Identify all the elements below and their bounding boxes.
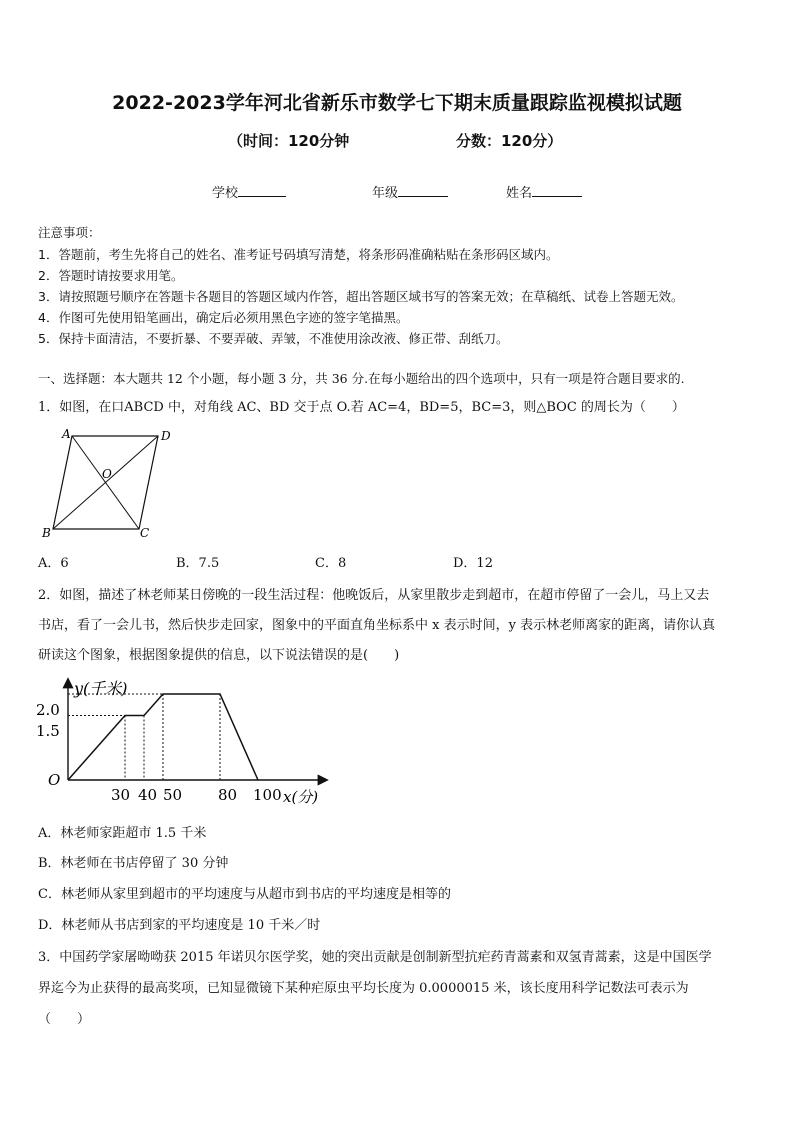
section1-heading: 一、选择题：本大题共 12 个小题，每小题 3 分，共 36 分.在每小题给出的四个选项中，只有一项是符合题目要求的. <box>38 371 685 386</box>
vertex-label-a: A <box>62 427 71 441</box>
page-title: 2022-2023学年河北省新乐市数学七下期末质量跟踪监视模拟试题 <box>112 92 682 114</box>
x-tick-label: 80 <box>218 786 238 804</box>
grade-blank[interactable] <box>398 184 448 197</box>
y-axis-label: y(千米) <box>74 679 128 698</box>
x-tick-label: 100 <box>253 786 282 804</box>
x-tick-label: 50 <box>163 786 183 804</box>
q1-option-a[interactable]: A．6 <box>38 556 69 571</box>
q2-option-c[interactable]: C．林老师从家里到超市的平均速度与从超市到书店的平均速度是相等的 <box>38 887 451 902</box>
q2-option-d[interactable]: D．林老师从书店到家的平均速度是 10 千米／时 <box>38 918 321 933</box>
y-tick-label: 1.5 <box>36 722 60 740</box>
notice-item: 2．答题时请按要求用笔。 <box>38 268 184 283</box>
x-tick-label: 40 <box>138 786 158 804</box>
distance-time-graph <box>36 672 336 812</box>
q1-option-c[interactable]: C．8 <box>315 556 347 571</box>
name-field <box>506 182 582 201</box>
notice-item: 4．作图可先使用铅笔画出，确定后必须用黑色字迹的签字笔描黑。 <box>38 310 409 325</box>
vertex-label-b: B <box>42 526 51 540</box>
q2-stem-line: 2．如图，描述了林老师某日傍晚的一段生活过程：他晚饭后，从家里散步走到超市，在超市停留了一会儿，马上又去 <box>38 588 710 603</box>
grade-label: 年级 <box>372 186 399 201</box>
q2-option-b[interactable]: B．林老师在书店停留了 30 分钟 <box>38 856 229 871</box>
q2-stem-line: 书店，看了一会儿书，然后快步走回家，图象中的平面直角坐标系中 x 表示时间，y 表示林老师离家的距离，请你认真 <box>38 618 716 633</box>
point-label-o: O <box>102 467 112 481</box>
notice-item: 3．请按照题号顺序在答题卡各题目的答题区域内作答，超出答题区域书写的答案无效；在草稿纸、试卷上答题无效。 <box>38 289 684 304</box>
notice-heading: 注意事项： <box>38 225 101 240</box>
q2-option-a[interactable]: A．林老师家距超市 1.5 千米 <box>38 826 207 841</box>
parallelogram-figure <box>36 424 186 544</box>
name-blank[interactable] <box>532 184 582 197</box>
x-tick-label: 30 <box>111 786 131 804</box>
y-tick-label: 2.0 <box>36 701 60 719</box>
q1-stem: 1．如图，在口ABCD 中，对角线 AC、BD 交于点 O.若 AC=4，BD=5，BC=3，则△BOC 的周长为（ ） <box>38 400 685 415</box>
exam-score: 分数：120分） <box>456 132 563 150</box>
grade-field <box>372 182 448 201</box>
q3-stem-line: （ ） <box>38 1012 91 1027</box>
q3-stem-line: 界迄今为止获得的最高奖项，已知显微镜下某种疟原虫平均长度为 0.0000015 米，该长度用科学记数法可表示为 <box>38 981 689 996</box>
notice-item: 1．答题前，考生先将自己的姓名、准考证号码填写清楚，将条形码准确粘贴在条形码区域内。 <box>38 247 559 262</box>
q1-option-d[interactable]: D．12 <box>453 556 493 571</box>
origin-label: O <box>48 771 61 789</box>
q2-stem-line: 研读这个图象，根据图象提供的信息，以下说法错误的是( ) <box>38 648 400 663</box>
exam-time: （时间：120分钟 <box>228 132 350 150</box>
vertex-label-c: C <box>140 526 150 540</box>
guide-lines <box>68 694 220 780</box>
q3-stem-line: 3．中国药学家屠呦呦获 2015 年诺贝尔医学奖，她的突出贡献是创制新型抗疟药青蒿素和双氢青蒿素，这是中国医学 <box>38 950 712 965</box>
q1-option-b[interactable]: B．7.5 <box>176 556 220 571</box>
name-label: 姓名 <box>506 186 533 201</box>
school-label: 学校 <box>212 186 239 201</box>
school-field <box>212 182 286 201</box>
notice-item: 5．保持卡面清洁，不要折暴、不要弄破、弄皱，不准使用涂改液、修正带、刮纸刀。 <box>38 331 509 346</box>
x-axis-label: x(分) <box>283 788 319 806</box>
school-blank[interactable] <box>238 184 286 197</box>
vertex-label-d: D <box>161 429 171 443</box>
